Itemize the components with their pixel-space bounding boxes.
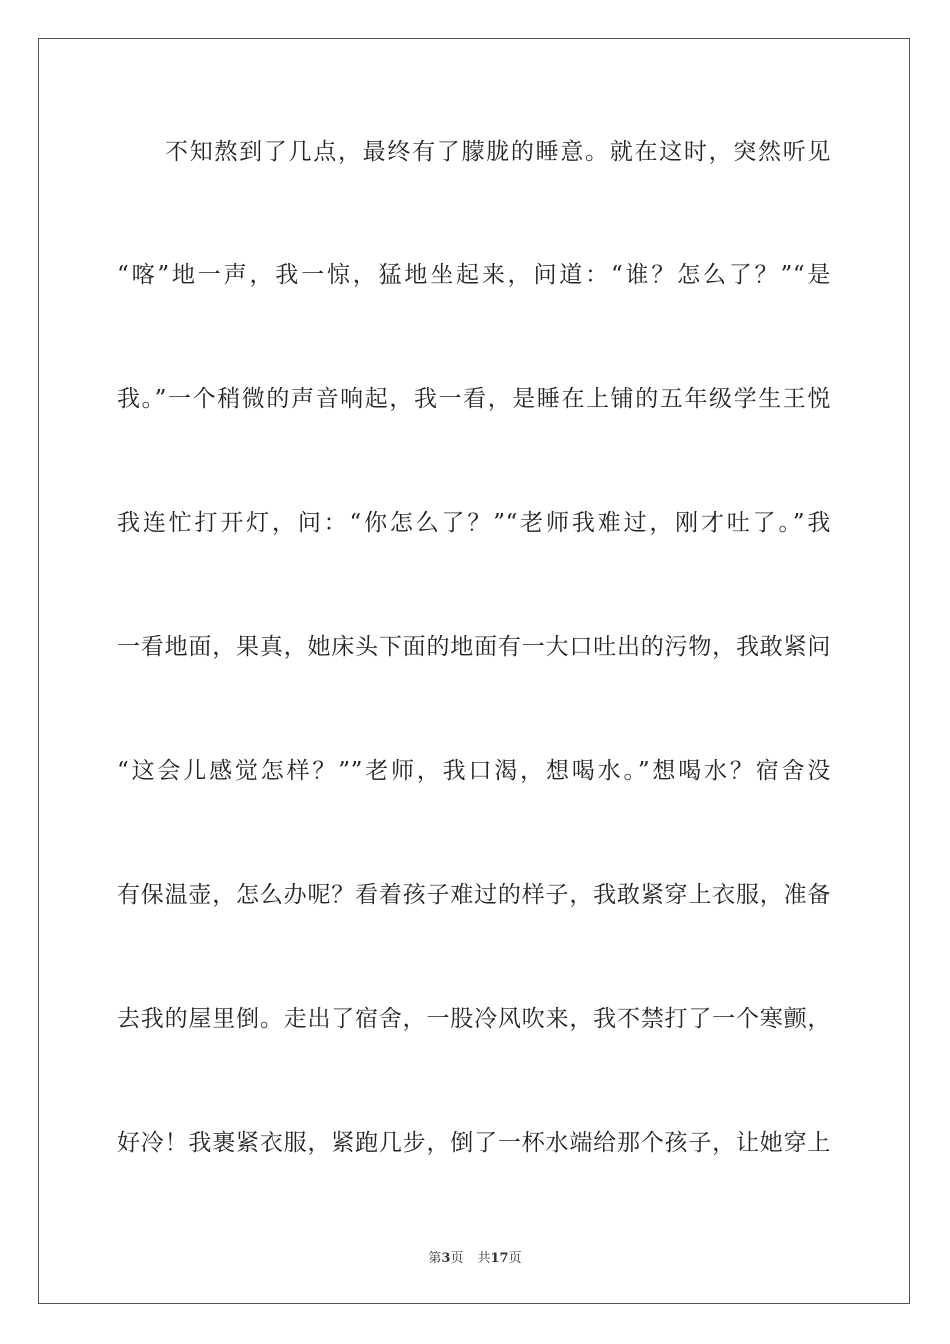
paragraph-line-7: 有保温壶，怎么办呢？看着孩子难过的样子，我敢紧穿上衣服，准备 — [117, 882, 831, 908]
page-label-suffix: 页 — [450, 1251, 464, 1266]
total-label-prefix: 共 — [477, 1251, 491, 1266]
total-pages: 17 — [490, 1251, 509, 1266]
paragraph-line-6: “这会儿感觉怎样？””老师，我口渴，想喝水。”想喝水？宿舍没 — [117, 758, 831, 784]
paragraph-line-8: 去我的屋里倒。走出了宿舍，一股冷风吹来，我不禁打了一个寒颤， — [117, 1006, 831, 1032]
page-footer — [0, 1247, 950, 1266]
paragraph-line-3: 我。”一个稍微的声音响起，我一看，是睡在上铺的五年级学生王悦 — [117, 386, 831, 412]
total-label-suffix: 页 — [508, 1251, 522, 1266]
paragraph-line-4: 我连忙打开灯，问：“你怎么了？”“老师我难过，刚才吐了。”我 — [117, 510, 831, 536]
paragraph-line-9: 好冷！我裹紧衣服，紧跑几步，倒了一杯水端给那个孩子，让她穿上 — [117, 1130, 831, 1156]
paragraph-line-1: 不知熬到了几点，最终有了朦胧的睡意。就在这时，突然听见 — [165, 139, 831, 165]
paragraph-line-5: 一看地面，果真，她床头下面的地面有一大口吐出的污物，我敢紧问 — [117, 634, 831, 660]
page-number: 3 — [441, 1251, 451, 1266]
paragraph-line-2: “喀”地一声，我一惊，猛地坐起来，问道：“谁？怎么了？”“是 — [117, 262, 831, 288]
page-border — [38, 38, 910, 1304]
page-label-prefix: 第 — [428, 1251, 442, 1266]
